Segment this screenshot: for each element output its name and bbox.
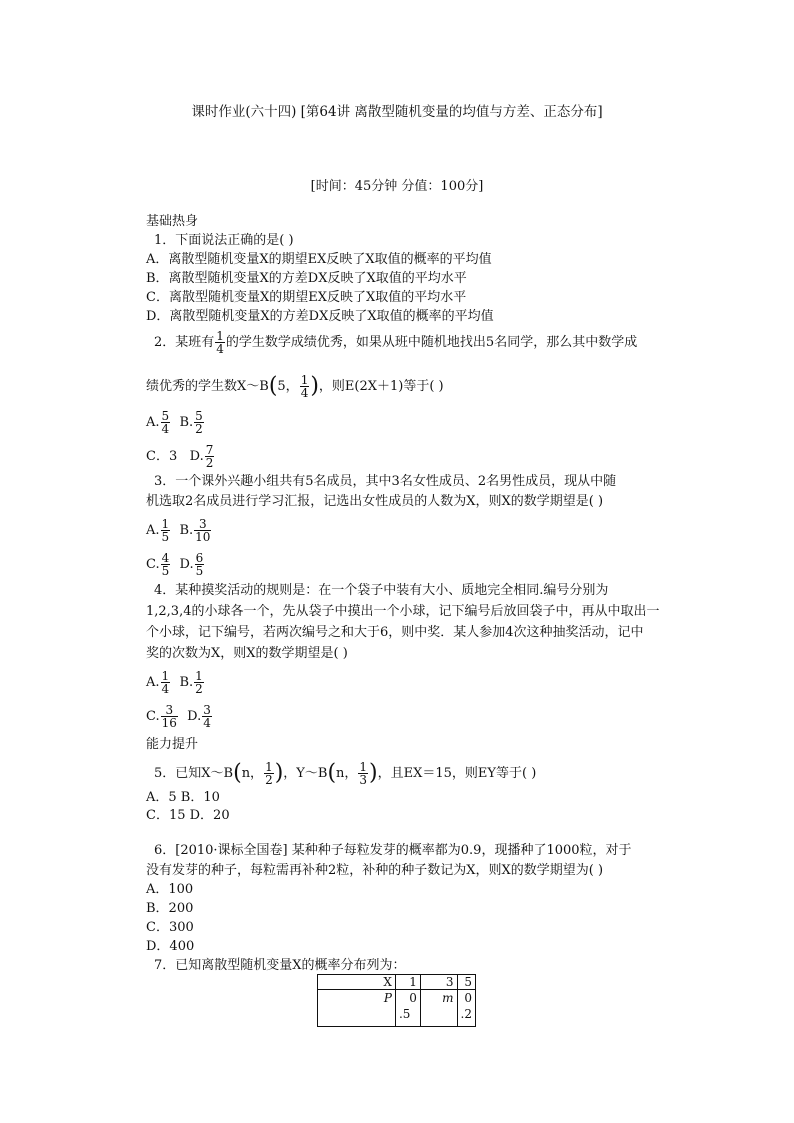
- q3-option-c-den: 5: [161, 564, 170, 578]
- q2-option-b-label: B.: [179, 415, 194, 430]
- q2-option-a-label: A.: [146, 415, 160, 430]
- q4-option-c-den: 16: [161, 716, 177, 730]
- q3-option-b-frac: [194, 518, 211, 543]
- q6-option-d: D．400: [146, 939, 195, 954]
- q4-option-c-num: 3: [161, 704, 178, 717]
- q6-line1: 6．[2010·课标全国卷] 某种种子每粒发芽的概率都为0.9，现播种了1000粒，对于: [154, 843, 632, 858]
- q4-option-d-label: D.: [187, 709, 202, 724]
- q1-option-a: A．离散型随机变量X的期望EX反映了X取值的概率的平均值: [146, 252, 492, 267]
- q2-option-d-num: 7: [205, 443, 214, 457]
- q3-option-a-frac: [161, 518, 171, 543]
- q4-option-c-label: C.: [146, 709, 160, 724]
- q4-option-d-num: 3: [203, 703, 211, 717]
- q6-option-a: A．100: [146, 882, 194, 897]
- q5-frac1-den: 2: [265, 773, 273, 787]
- right-paren-glyph: ): [310, 373, 319, 399]
- q4-options-cd: [146, 704, 213, 729]
- q6-line2: 没有发芽的种子，每粒需再补种2粒，补种的种子数记为X，则X的数学期望为( ): [146, 863, 604, 878]
- table-cell-bottom: .5: [398, 1007, 411, 1021]
- q3-option-c-num: 4: [161, 551, 170, 565]
- q4-option-b-label: B.: [179, 675, 194, 690]
- q2-option-a-num: 5: [161, 409, 170, 423]
- q1-option-c: C．离散型随机变量X的期望EX反映了X取值的平均水平: [146, 290, 467, 305]
- table-cell: 1: [395, 975, 420, 990]
- q3-option-d-label: D.: [179, 557, 194, 572]
- q5-options-ab: A．5 B．10: [146, 790, 220, 805]
- q2-option-a-den: 4: [161, 422, 170, 436]
- section-advanced: 能力提升: [146, 737, 199, 752]
- q6-option-c: C．300: [146, 920, 194, 935]
- q3-options-cd: [146, 552, 205, 577]
- right-paren-glyph: ): [274, 760, 284, 786]
- q6-option-b: B．200: [146, 901, 194, 916]
- table-cell: [318, 990, 396, 1027]
- q2-options-ab: [146, 410, 205, 435]
- q2-line2: [146, 374, 444, 399]
- q1-option-d: D．离散型随机变量X的方差DX反映了X取值的概率的平均值: [146, 309, 494, 324]
- q4-option-b-frac: [194, 670, 204, 695]
- q3-option-c-label: C.: [146, 557, 160, 572]
- q2-text-post: 的学生数学成绩优秀，如果从班中随机地找出5名同学，那么其中数学成: [225, 335, 638, 350]
- left-paren-glyph: (: [233, 760, 242, 786]
- time-score-info: [时间：45分钟 分值：100分]: [310, 179, 484, 194]
- q2-option-b-frac: [194, 410, 204, 435]
- table-cell-bottom: .2: [460, 1007, 472, 1021]
- table-cell: X: [318, 975, 396, 990]
- q5-frac1: [264, 761, 274, 786]
- q3-line1: 3．一个课外兴趣小组共有5名成员，其中3名女性成员、2名男性成员，现从中随: [154, 474, 617, 489]
- q2-frac-den: 4: [216, 342, 224, 356]
- q5-inner1: n，: [241, 766, 264, 781]
- q4-line1: 4．某种摸奖活动的规则是：在一个袋子中装有大小、质地完全相同.编号分别为: [154, 583, 609, 598]
- q4-option-d-frac: [202, 704, 212, 729]
- q5-inner2: n，: [336, 766, 358, 781]
- table-cell: [457, 990, 475, 1027]
- table-cell: 5: [457, 975, 475, 990]
- q1-option-b: B．离散型随机变量X的方差DX反映了X取值的平均水平: [146, 271, 467, 286]
- q2-options-cd: [146, 444, 215, 469]
- q2-frac-num: 1: [216, 329, 224, 343]
- q4-option-b-den: 2: [195, 682, 203, 696]
- q2-option-b-den: 2: [195, 422, 203, 436]
- q3-option-d-den: 5: [195, 564, 204, 578]
- q4-option-a-frac: [161, 670, 171, 695]
- q3-option-c-frac: [161, 552, 171, 577]
- q3-option-d-num: 6: [195, 551, 204, 565]
- table-cell: [420, 990, 457, 1027]
- left-paren-glyph: (: [327, 760, 337, 786]
- table-cell-top: 0: [464, 991, 472, 1005]
- q2-option-b-num: 5: [195, 409, 203, 423]
- section-basic: 基础热身: [146, 214, 199, 229]
- q2-text-pre: 2．某班有: [154, 335, 215, 350]
- q2-line2-fraction: [300, 374, 310, 399]
- q4-option-b-num: 1: [195, 669, 203, 683]
- distribution-table: [317, 974, 476, 1027]
- q5-frac2-num: 1: [359, 760, 368, 774]
- left-paren-glyph: (: [268, 373, 278, 399]
- q2-line2-inner: 5，: [277, 379, 299, 394]
- q4-line3: 个小球，记下编号，若两次编号之和大于6，则中奖．某人参加4次这种抽奖活动，记中: [146, 625, 644, 640]
- q3-options-ab: [146, 518, 212, 543]
- q2-line2-pre: 绩优秀的学生数X～B: [146, 379, 269, 394]
- q5-frac2-den: 3: [359, 773, 368, 787]
- q4-line4: 奖的次数为X，则X的数学期望是( ): [146, 646, 348, 661]
- q5-text-mid: ，Y～B: [283, 766, 328, 781]
- q4-option-c-frac: [161, 704, 178, 729]
- q3-option-b-label: B.: [179, 523, 194, 538]
- q3-option-b-num: 3: [194, 518, 211, 531]
- table-cell-text: m: [442, 991, 454, 1005]
- q3-option-b-den: 10: [195, 530, 211, 544]
- q2-option-d-frac: [205, 444, 215, 469]
- table-cell: 3: [420, 975, 457, 990]
- q2-option-d-den: 2: [205, 456, 214, 470]
- table-cell-text: P: [383, 991, 392, 1005]
- q3-option-a-num: 1: [161, 517, 170, 531]
- q5-text-pre: 5．已知X～B: [154, 766, 234, 781]
- q2-fraction: [215, 330, 225, 355]
- q4-line2: 1,2,3,4的小球各一个，先从袋子中摸出一个小球，记下编号后放回袋子中，再从中取出一: [146, 604, 660, 619]
- q7-stem: 7．已知离散型随机变量X的概率分布列为：: [154, 958, 406, 973]
- page-title: 课时作业(六十四) [第64讲 离散型随机变量的均值与方差、正态分布]: [191, 104, 603, 120]
- q4-option-a-label: A.: [146, 675, 160, 690]
- q3-line2: 机选取2名成员进行学习汇报，记选出女性成员的人数为X，则X的数学期望是( ): [146, 494, 604, 509]
- q4-option-a-num: 1: [161, 669, 170, 683]
- q2-line2-frac-num: 1: [300, 373, 309, 387]
- q2-option-d-label: D.: [189, 449, 204, 464]
- right-paren-glyph: ): [369, 760, 378, 786]
- q4-option-a-den: 4: [161, 682, 170, 696]
- q3-option-d-frac: [195, 552, 205, 577]
- q2-line2-post: ，则E(2X＋1)等于( ): [318, 379, 444, 394]
- q2-option-c-label: C．3: [146, 449, 178, 464]
- q3-option-a-label: A.: [146, 523, 160, 538]
- q2-line1: [154, 330, 637, 355]
- table-row: [318, 975, 476, 990]
- table-cell-top: 0: [409, 991, 417, 1005]
- table-cell: [395, 990, 420, 1027]
- q4-option-d-den: 4: [203, 716, 211, 730]
- q1-stem: 1．下面说法正确的是( ): [154, 233, 294, 248]
- q2-line2-frac-den: 4: [300, 386, 309, 400]
- q2-option-a-frac: [161, 410, 171, 435]
- q5-options-cd: C．15 D．20: [146, 808, 230, 823]
- q4-options-ab: [146, 670, 205, 695]
- q5-text-post: ，且EX＝15，则EY等于( ): [377, 766, 537, 781]
- q3-option-a-den: 5: [161, 530, 170, 544]
- q5-frac1-num: 1: [265, 760, 273, 774]
- q5-stem: [154, 761, 536, 786]
- q5-frac2: [358, 761, 368, 786]
- table-row: [318, 990, 476, 1027]
